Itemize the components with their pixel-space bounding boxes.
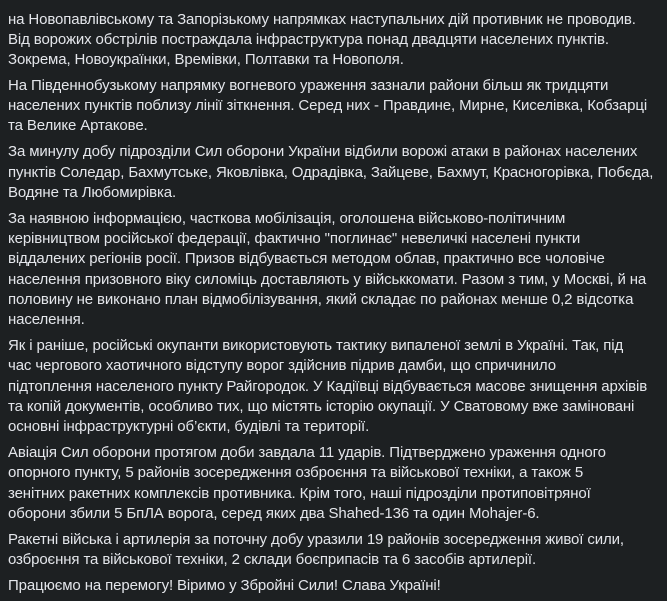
text-line: оборони збили 5 БпЛА ворога, серед яких два Shahed-136 та один Mohajer-6. <box>8 504 540 522</box>
text-line: підтоплення населеного пункту Райгородок. У Кадіївці відбувається масове знищення архівів <box>8 377 648 395</box>
text-line: основні інфраструктурні об’єкти, будівлі та території. <box>8 418 370 436</box>
text-line: За минулу добу підрозділи Сил оборони України відбили ворожі атаки в районах населених <box>8 143 638 161</box>
text-line: Як і раніше, російські окупанти використовують тактику випаленої землі в Україні. Так, під <box>8 336 624 354</box>
text-line: Працюємо на перемогу! Віримо у Збройні Сили! Слава Україні! <box>8 576 441 594</box>
text-line: час чергового хаотичного відступу ворог здійснив підрив дамби, що спричинило <box>8 357 556 375</box>
text-line: віддалених регіонів росії. Призов відбувається методом облав, практично все чоловіче <box>8 250 605 268</box>
text-line: озброєння та військової техніки, 2 склади боєприпасів та 6 засобів артилерії. <box>8 550 537 568</box>
text-line: На Південнобузькому напрямку вогневого ураження зазнали райони більш як тридцяти <box>8 76 609 94</box>
text-line: зенітних ракетних комплексів противника. Крім того, наші підрозділи протиповітряної <box>8 484 591 502</box>
text-line: Ракетні війська і артилерія за поточну добу уразили 19 районів зосередження живої сили, <box>8 530 624 548</box>
text-line: Авіація Сил оборони протягом доби завдала 11 ударів. Підтверджено ураження одного <box>8 443 606 461</box>
text-line: населення. <box>8 311 85 329</box>
text-line: на Новопавлівському та Запорізькому напрямках наступальних дій противник не проводив. <box>8 10 636 28</box>
text-line: половину не виконано план відмобілізування, який складає по районах менше 0,2 відсотка <box>8 290 634 308</box>
text-line: пунктів Соледар, Бахмутське, Яковлівка, Одрадівка, Зайцеве, Бахмут, Красногорівка, Побєда, <box>8 163 654 181</box>
text-line: керівництвом російської федерації, фактично "поглинає" невеличкі населені пункти <box>8 229 581 247</box>
text-line: населених пунктів поблизу лінії зіткнення. Серед них - Правдине, Мирне, Киселівка, Кобзарці <box>8 97 648 115</box>
text-line: та копій документів, особливо тих, що містять історію окупації. У Сватовому вже заміновані <box>8 397 635 415</box>
text-line: Від ворожих обстрілів постраждала інфраструктура понад двадцяти населених пунктів. <box>8 30 609 48</box>
text-line: населення призовного віку силоміць доставляють у військкомати. Разом з тим, у Москві, й на <box>8 270 647 288</box>
text-line: опорного пункту, 5 районів зосередження озброєння та військової техніки, а також 5 <box>8 464 584 482</box>
text-line: та Велике Артакове. <box>8 117 148 135</box>
text-line: За наявною інформацією, часткова мобілізація, оголошена військово-політичним <box>8 209 566 227</box>
text-line: Зокрема, Новоукраїнки, Времівки, Полтавки та Новополя. <box>8 51 404 69</box>
text-line: Водяне та Любомирівка. <box>8 183 177 201</box>
